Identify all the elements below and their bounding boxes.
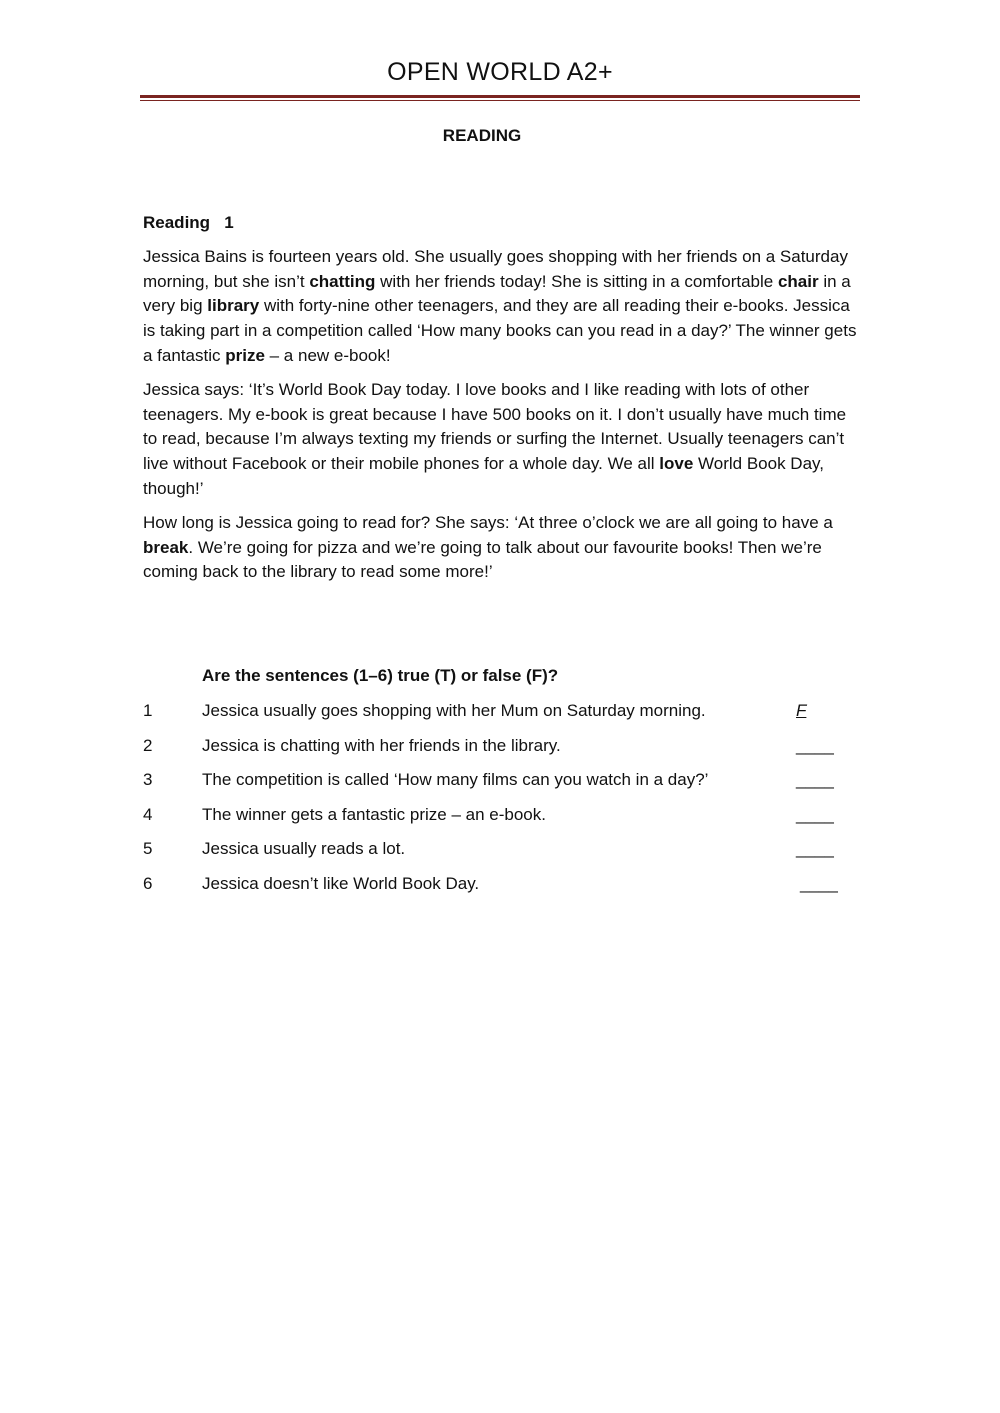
answer-blank[interactable]: ____ [796, 770, 834, 789]
question-text: The winner gets a fantastic prize – an e-book. [202, 805, 546, 824]
question-text: Jessica is chatting with her friends in the library. [202, 736, 561, 755]
question-number: 5 [143, 839, 153, 858]
question-number: 4 [143, 805, 153, 824]
question-number: 2 [143, 736, 153, 755]
exercise-instruction: Are the sentences (1–6) true (T) or false (F)? [202, 666, 559, 685]
vocabulary-word: chair [777, 271, 819, 291]
vocabulary-word: library [207, 296, 260, 316]
passage-paragraph-1: Jessica Bains is fourteen years old. She usually goes shopping with her friends on a Saturday morning, but she isn’t chatting with her friends today! She is sitting in a comfortable chair in a very big library with forty-nine other teenagers, and they are all reading their e-books. Jessica is taking part in a competition called ‘How many books can you read in a day?’ The winner gets a fantastic prize – a new e-book! [143, 247, 857, 365]
question-text: Jessica usually goes shopping with her Mum on Saturday morning. [202, 701, 706, 720]
answer-blank[interactable]: ____ [796, 839, 834, 858]
passage-paragraph-3: How long is Jessica going to read for? She says: ‘At three o’clock we are all going to have a break. We’re going for pizza and we’re going to talk about our favourite books! Then we’re coming back to the library to read some more!’ [143, 513, 833, 582]
title-rule-thick [140, 95, 860, 98]
question-row [143, 770, 863, 794]
reading-label: Reading 1 [143, 213, 234, 232]
question-number: 6 [143, 874, 153, 893]
question-text: Jessica usually reads a lot. [202, 839, 406, 858]
question-text: The competition is called ‘How many films can you watch in a day?’ [202, 770, 709, 789]
section-heading: READING [442, 126, 522, 145]
question-answer[interactable]: F [796, 701, 807, 720]
question-row [143, 701, 863, 725]
question-text: Jessica doesn’t like World Book Day. [202, 874, 480, 893]
answer-blank[interactable]: ____ [796, 805, 834, 824]
passage-paragraph-2: Jessica says: ‘It’s World Book Day today. I love books and I like reading with lots of other teenagers. My e-book is great because I have 500 books on it. I don’t usually have much time to read, because I’m always texting my friends or surfing the Internet. Usually teenagers can’t live without Facebook or their mobile phones for a whole day. We all love World Book Day, though!’ [143, 380, 847, 498]
question-row [143, 874, 863, 898]
vocabulary-word: chatting [309, 271, 376, 291]
question-number: 1 [143, 701, 153, 720]
question-number: 3 [143, 770, 153, 789]
vocabulary-word: love [659, 454, 694, 474]
vocabulary-word: break [143, 537, 189, 557]
question-row [143, 839, 863, 863]
answer-blank[interactable]: ____ [796, 736, 834, 755]
document-title: OPEN WORLD A2+ [387, 58, 613, 86]
answer-blank[interactable]: ____ [800, 874, 838, 893]
vocabulary-word: prize [225, 345, 265, 365]
question-row [143, 805, 863, 829]
title-rule-thin [140, 100, 860, 101]
question-row [143, 736, 863, 760]
